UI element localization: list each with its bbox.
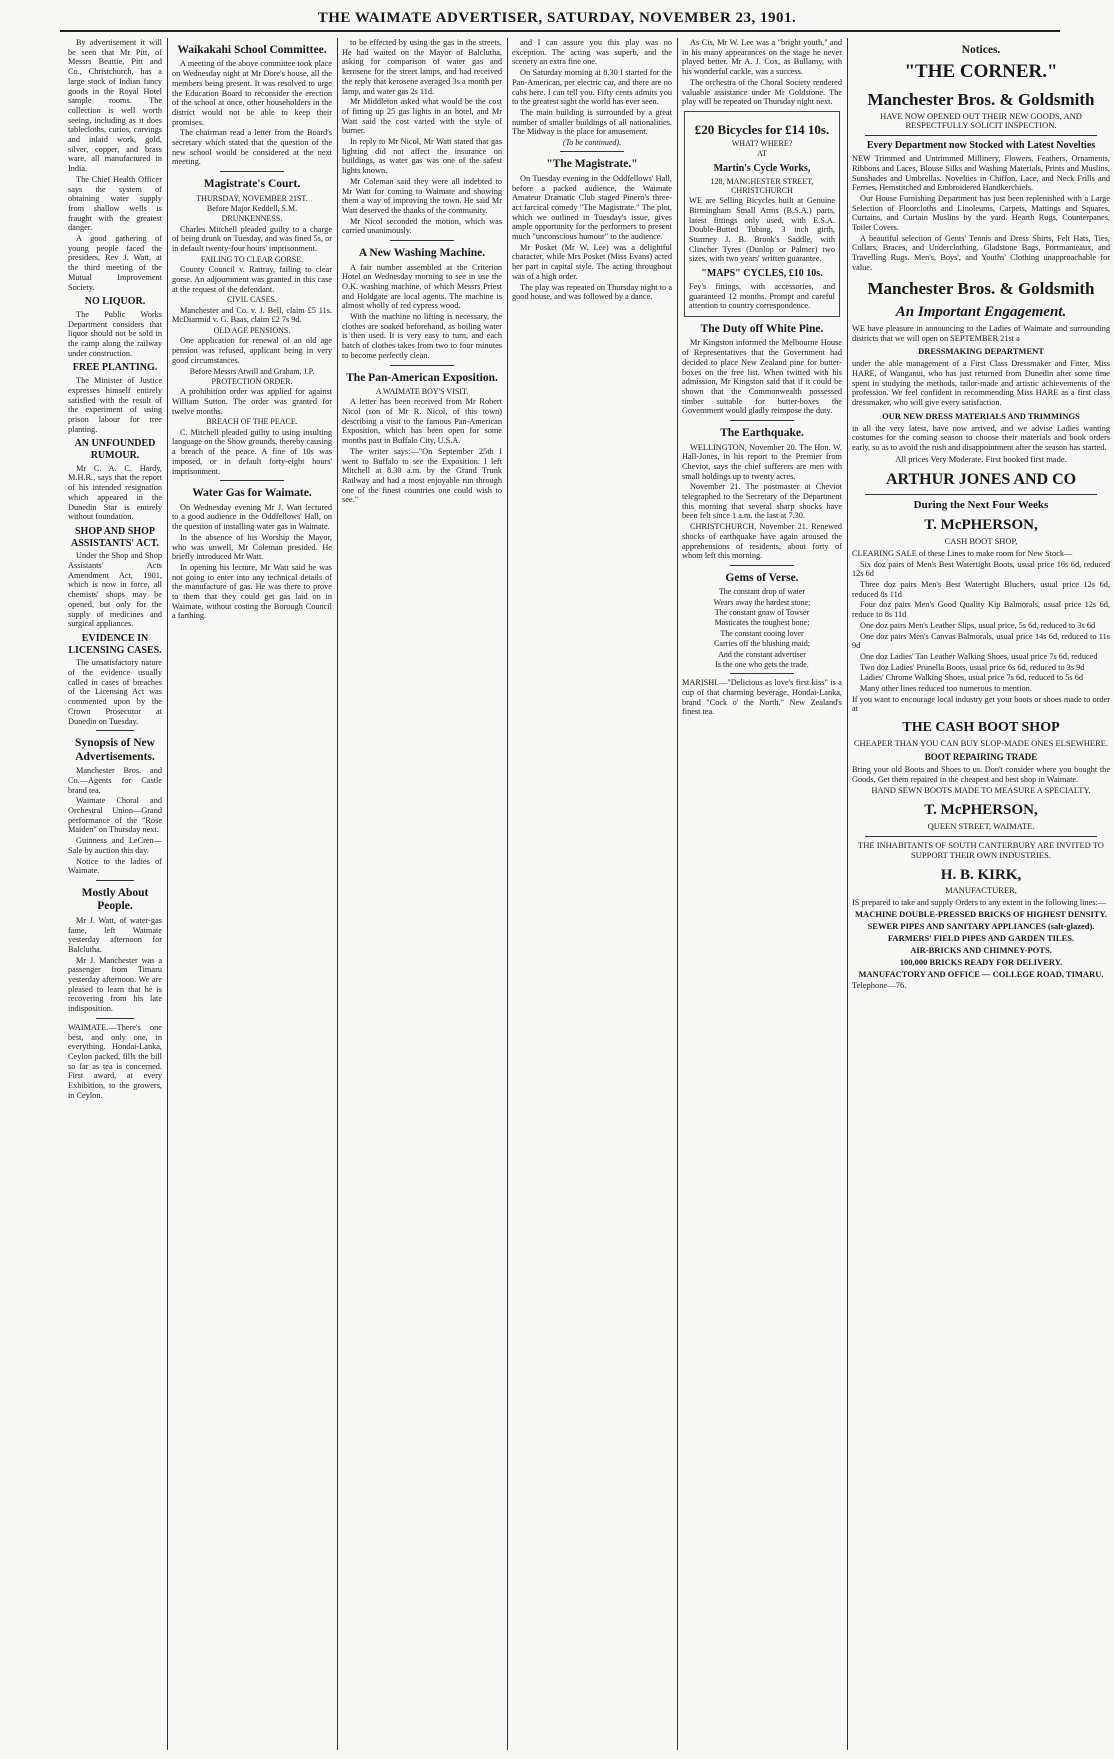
washing-heading: A New Washing Machine. (358, 247, 486, 260)
separator (865, 135, 1097, 136)
kirk-item: AIR-BRICKS AND CHIMNEY-POTS. (910, 944, 1052, 955)
kirk-title: H. B. KIRK, (940, 866, 1022, 883)
dressmaking-heading: DRESSMAKING DEPARTMENT (918, 346, 1044, 357)
news-paragraph: A meeting of the above committee took place on Wednesday night at Mr Dore's house, all the members being present. It was resolved to urge the Education Board to reconsider the erection of the school at once, other householders in the district would not be able to keep their promises. (172, 59, 332, 127)
separator (390, 240, 454, 241)
panam-heading: The Pan-American Exposition. (346, 371, 498, 384)
court-case-text: A prohibition order was applied for against William Sutton. The order was granted for twelve months. (172, 387, 332, 416)
verse-line: And the constant advertiser (718, 649, 806, 659)
column-5 (682, 38, 842, 1750)
separator (730, 673, 794, 674)
news-paragraph: The main building is surrounded by a great number of smaller buildings of all nationalities. The Midway is the place for amusement. (512, 107, 672, 137)
verse-line: Is the one who gets the trade. (715, 659, 809, 669)
column-rule (677, 38, 678, 1750)
verse-line: Wears away the hardest stone; (713, 597, 811, 607)
news-paragraph: The orchestra of the Choral Society rendered valuable assistance under Mr Goldstone. The play will be repeated on Thursday night next. (682, 77, 842, 107)
repairing-text: Bring your old Boots and Shoes to us. Don't consider where you bought the Goods, Get them repaired in the cheapest and best shop in Waimate. (852, 764, 1110, 784)
clearing-item: Ladies' Chrome Walking Shoes, usual price 7s 6d, reduced to 5s 6d (860, 673, 1084, 683)
court-case-heading: PROTECTION ORDER. (211, 376, 293, 386)
news-paragraph: Mr J. Manchester was a passenger from Timaru yesterday afternoon. We are pleased to learn that he is recovering from his late indisposition. (68, 955, 162, 1014)
separator (730, 420, 794, 421)
news-paragraph: With the machine no lifting is necessary, the clothes are soaked beforehand, as boiling water is then used. It is very easy to turn, and each batch of clothes takes from two to four minutes to become perfectly clean. (342, 312, 502, 360)
panam-subheading: A WAIMATE BOY'S VISIT. (375, 387, 469, 396)
engagement-title: An Important Engagement. (895, 304, 1067, 321)
news-paragraph: CHRISTCHURCH, November 21. Renewed shocks of earthquake have again aroused the apprehensions of residents, about forty of whom left this morning. (682, 522, 842, 561)
news-paragraph: Mr Coleman said they were all indebted to Mr Watt for coming to Waimate and showing them a way of improving the town. He said Mr Watt deserved the thanks of the community. (342, 176, 502, 215)
section-heading: AN UNFOUNDED RUMOUR. (74, 438, 156, 462)
repairing-heading: BOOT REPAIRING TRADE (924, 752, 1038, 763)
dress-materials-heading: OUR NEW DRESS MATERIALS AND TRIMMINGS (882, 410, 1080, 421)
court-case-text: Charles Mitchell pleaded guilty to a charge of being drunk on Tuesday, and was fined 5s, or in default twenty-four hours' imprisonment. (172, 224, 332, 254)
verse-line: The constant drop of water (718, 587, 806, 597)
verse-line: Masticates the toughest bone; (714, 618, 810, 628)
separator (96, 730, 134, 731)
news-paragraph: The chairman read a letter from the Board's secretary which stated that the question of the new school would be considered at the next meeting. (172, 128, 332, 167)
news-paragraph: The writer says:—"On September 25th I went to Buffalo to see the Exposition. I left Mitchell at 8.30 a.m. by the Grand Trunk Railway and had a most enjoyable run through one of the finest countries one could wish to see." (342, 446, 502, 505)
manchester-gents: A beautiful selection of Gents' Tennis and Dress Shirts, Felt Hats, Ties, Collars, Braces, and Underclothing. Gladstone Bags, Portmanteaux, and Travelling Rugs. Men's, Boys', and Youths' Clothing unapproachable for value. (852, 233, 1110, 272)
verse-line: The constant cooing lover (720, 628, 804, 638)
news-paragraph: Mr Posket (Mr W. Lee) was a delightful character, while Mrs Posket (Miss Evans) acted her part in capital style. The acting throughout was of a high order. (512, 242, 672, 281)
separator (560, 151, 624, 152)
masthead: THE WAIMATE ADVERTISER, SATURDAY, NOVEMBER 23, 1901. (317, 10, 797, 26)
inhabitants-text: THE INHABITANTS OF SOUTH CANTERBURY ARE INVITED TO SUPPORT THEIR OWN INDUSTRIES. (858, 839, 1104, 860)
kirk-item: MACHINE DOUBLE-PRESSED BRICKS OF HIGHEST DENSITY. (855, 908, 1107, 919)
news-paragraph: to be effected by using the gas in the streets. He had waited on the Mayor of Balclutha, asking for comparison of water gas and kerosene for the street lamps, and had received the reply that kerosene averaged 3s a month per lamp, and water gas 2s 11d. (342, 38, 502, 96)
telephone: Telephone—76. (852, 980, 907, 991)
tea-advertisement: MARISHI.—"Delicious as love's first kiss" is a cup of that charming beverage, Hondai-Lanka, brand "Cock o' the North." New Zealand's finest tea. (682, 678, 842, 717)
separator (865, 836, 1097, 837)
every-department: Every Department now Stocked with Latest Novelties (866, 140, 1096, 152)
tea-advertisement: WAIMATE.—There's one best, and only one, in everything. Hondai-Lanka, Ceylon packed, fills the bill so far as tea is concerned. First award, at every Exhibition, to the growers, in Ceylon. (68, 1022, 162, 1100)
court-before: Before Major Keddell, S.M. (206, 204, 298, 213)
bicycles-what: WHAT? WHERE? (731, 139, 793, 149)
news-paragraph: A good gathering of young people faced the presiders, Rev J. Watt, at the third meeting of the Mutual Improvement Society. (68, 234, 162, 292)
magistrate-play-heading: "The Magistrate." (546, 158, 638, 171)
news-paragraph: Mr Middleton asked what would be the cost of fitting up 25 gas lights in an hotel, and Mr Watt said the cost varied with the style of burner. (342, 97, 502, 136)
continued-note: (To be continued). (562, 138, 622, 148)
court-date: THURSDAY, NOVEMBER 21ST. (196, 193, 308, 203)
news-paragraph: In reply to Mr Nicol, Mr Watt stated that gas lighting did not affect the insurance on buildings, as water gas was one of the safest lights known. (342, 137, 502, 176)
synopsis-heading: Synopsis of New Advertisements. (75, 737, 155, 763)
column-3 (342, 38, 502, 1750)
separator (96, 880, 134, 881)
news-paragraph: The Chief Health Officer says the system of obtaining water supply from shallow wells is fraught with the greatest danger. (68, 174, 162, 233)
cheaper-text: CHEAPER THAN YOU CAN BUY SLOP-MADE ONES ELSEWHERE. (853, 737, 1109, 748)
news-paragraph: The Minister of Justice expresses himself entirely satisfied with the result of the experiment of using prison labour for tree planting. (68, 376, 162, 434)
bicycles-address: 128, MANCHESTER STREET, CHRISTCHURCH (710, 176, 814, 195)
separator (96, 1018, 134, 1019)
school-heading: Waikakahi School Committee. (177, 44, 327, 56)
manchester-title-2: Manchester Bros. & Goldsmith (867, 278, 1095, 298)
separator (220, 171, 284, 172)
clearing-item: Six doz pairs of Men's Best Watertight Boots, usual price 16s 6d, reduced 12s 6d (852, 559, 1110, 579)
engagement-text: WE have pleasure in announcing to the Ladies of Waimate and surrounding districts that we will open on SEPTEMBER 21st a (852, 323, 1110, 343)
manufacturer-label: MANUFACTURER, (945, 885, 1017, 896)
mcpherson-title-2: T. McPHERSON, (924, 802, 1038, 819)
column-6-advertisements (852, 38, 1110, 1750)
kirk-item: 100,000 BRICKS READY FOR DELIVERY. (899, 956, 1063, 967)
news-paragraph: WELLINGTON, November 20. The Hon. W. Hall-Jones, in his report to the Premier from Cheviot, says the chief sufferers are men with small holdings up to twenty acres. (682, 442, 842, 481)
synopsis-item: Notice to the ladies of Waimate. (68, 856, 162, 876)
encourage-text: If you want to encourage local industry get your boots or shoes made to order at (852, 694, 1110, 714)
manchester-title: Manchester Bros. & Goldsmith (867, 89, 1095, 109)
news-paragraph: Mr Kingston informed the Melbourne House of Representatives that the Government had decided to place New Zealand pine for butter-boxes on the free list. When twitted with his admission, Mr Kingston said that if it could be shown that the Commonwealth possessed timber suitable for butter-boxes the Government would gladly reimpose the duty. (682, 338, 842, 416)
queen-street: QUEEN STREET, WAIMATE. (927, 820, 1035, 831)
news-paragraph: By advertisement it will be seen that Mr Pitt, of Messrs Beattie, Pitt and Co., Christchurch, has a large stock of Indian fancy goods in the Royal Hotel sample rooms. The collection is well worth seeing, including as it does tablecloths, curios, carvings and inlaid work, gold, silver, copper, and brass ware, all manufactured in India. (68, 38, 162, 174)
column-4 (512, 38, 672, 1750)
synopsis-item: Waimate Choral and Orchestral Union—Grand performance of the "Rose Maiden" on Thursday next. (68, 796, 162, 835)
news-paragraph: The Public Works Department considers that liquor should not be sold in the camp along the railway under construction. (68, 309, 162, 358)
hand-sewn: HAND SEWN BOOTS MADE TO MEASURE A SPECIALTY. (871, 785, 1091, 796)
kirk-item: SEWER PIPES AND SANITARY APPLIANCES (salt-glazed). (867, 920, 1095, 931)
court-case-heading: CIVIL CASES. (227, 295, 277, 305)
gems-heading: Gems of Verse. (725, 571, 799, 584)
factory-address: MANUFACTORY AND OFFICE — COLLEGE ROAD, TIMARU. (858, 968, 1104, 979)
notices-label: Notices. (961, 44, 1001, 56)
clearing-sale: CLEARING SALE of these Lines to make room for New Stock— (852, 548, 1073, 558)
manchester-subtitle: HAVE NOW OPENED OUT THEIR NEW GOODS, AND RESPECTFULLY SOLICIT INSPECTION. (880, 110, 1082, 131)
court-case-heading: BREACH OF THE PEACE. (206, 417, 298, 427)
court-case-heading: DRUNKENNESS. (221, 214, 283, 224)
column-rule (847, 38, 848, 1750)
column-2 (172, 38, 332, 1750)
clearing-item: Many other lines reduced too numerous to mention. (860, 684, 1032, 694)
bicycles-at: AT (757, 149, 767, 159)
manchester-furnishing: Our House Furnishing Department has just been replenished with a Large Selection of Floorcloths and Linoleums, Carpets, Mattings and Squares, Curtains, and Curtain Muslins by the yard. Hearth Rugs, Counterpanes, Toilet Covers. (852, 193, 1110, 233)
news-paragraph: Under the Shop and Shop Assistants' Acts Amendment Act, 1901, which is now in force, all chemists' shops may be opened, but only for the supply of medicines and surgical appliances. (68, 551, 162, 629)
bicycles-advertisement (684, 111, 840, 317)
clearing-item: Four doz pairs Men's Good Quality Kip Balmorals, usual price 12s 6d, reduce to 8s 11d (852, 600, 1110, 620)
mostly-heading: Mostly About People. (81, 886, 149, 913)
manchester-body: NEW Trimmed and Untrimmed Millinery, Flowers, Feathers, Ornaments, Ribbons and Laces, Blouse Silks and Washing Materials, Prints and Muslins, Sunshades and Umbrellas. Novelties in Chiffon, Lace, and Neck Frills and Ferries, Hemstitched and Embroidered Handkerchiefs. (852, 154, 1110, 193)
prices-note: All prices Very Moderate. First booked first made. (895, 453, 1067, 464)
dressmaking-text: under the able management of a First Class Dressmaker and Fitter, Miss HARE, of Wanganui, who has just returned from Dunedin after some time spent in studying the methods, tailor-made and artistic achievements of the profession. We feel confident in recommending Miss HARE as a first class dressmaker, who will give every satisfaction. (852, 359, 1110, 408)
bicycles-shop-name: Martin's Cycle Works, (713, 162, 811, 174)
maps-body: Fey's fittings, with accessories, and guaranteed 12 months. Prompt and careful attention to country correspondence. (689, 281, 835, 311)
arthur-jones-title: ARTHUR JONES AND CO (885, 470, 1077, 488)
kirk-text: IS prepared to take and supply Orders to any extent in the following lines:— (852, 898, 1107, 908)
bicycles-title: £20 Bicycles for £14 10s. (694, 121, 830, 137)
news-paragraph: As Cis, Mr W. Lee was a "bright youth," and in his many appearances on the stage he never played better. Mr A. J. Cox, as Bullamy, with his wonderful cackle, was a success. (682, 38, 842, 77)
news-paragraph: In the absence of his Worship the Mayor, who was unwell, Mr Coleman presided. He briefly introduced Mr Watt. (172, 532, 332, 562)
news-paragraph: and I can assure you this play was no exception. The acting was superb, and the scenery an extra fine one. (512, 38, 672, 67)
court-case-text: One application for renewal of an old age pension was refused, applicant being in very good circumstances. (172, 336, 332, 365)
section-heading: NO LIQUOR. (84, 296, 146, 308)
section-heading: FREE PLANTING. (72, 362, 158, 374)
clearing-item: One doz Ladies' Tan Leather Walking Shoes, usual price 7s 6d, reduced (860, 651, 1098, 661)
news-paragraph: November 21. The postmaster at Cheviot telegraphed to the Secretary of the Department this morning that several sharp shocks have been felt since 1 a.m. the last at 7.30. (682, 482, 842, 521)
news-paragraph: In opening his lecture, Mr Watt said he was not going to enter into any technical details of the manufacture of gas. He was there to prove to them that they could get gas laid on in Waimate, without costing the Borough Council a farthing. (172, 562, 332, 621)
cash-boot-subtitle: CASH BOOT SHOP, (944, 535, 1018, 546)
news-paragraph: A letter has been received from Mr Robert Nicol (son of Mr R. Nicol, of this town) describing a visit to the famous Pan-American Exposition, which has been open for some months past in Buffalo City, U.S.A. (342, 397, 502, 446)
clearing-item: Three doz pairs Men's Best Watertight Bluchers, usual price 12s 6d, reduced 8s 11d (852, 579, 1110, 599)
news-paragraph: The unsatisfactory nature of the evidence usually called in cases of breaches of the Licensing Act was commented upon by the Crown Prosecutor at Dunedin on Tuesday. (68, 658, 162, 726)
court-case-heading: FAILING TO CLEAR GORSE. (200, 254, 304, 264)
news-paragraph: Mr Nicol seconded the motion, which was carried unanimously. (342, 216, 502, 236)
news-paragraph: Mr C. A. C. Hardy, M.H.R., says that the report of his intended resignation which appeared in the Dunedin Star is entirely without foundation. (68, 463, 162, 522)
corner-title: "THE CORNER." (904, 61, 1058, 83)
section-heading: SHOP AND SHOP ASSISTANTS' ACT. (71, 525, 159, 549)
during-weeks: During the Next Four Weeks (913, 498, 1049, 511)
court-case-text: C. Mitchell pleaded guilty to using insulting language on the Show grounds, thereby causing a breach of the peace. A fine of 10s was imposed, or in default forty-eight hours' imprisonment. (172, 427, 332, 476)
separator (865, 494, 1097, 495)
verse-line: The constant gnaw of Towser (714, 608, 810, 618)
bicycles-body: WE are Selling Bicycles built at Genuine Birmingham Small Arms (B.S.A.) parts, latest fittings only used, with E.S.A. Double-Butted Tubing, 3 inch girth, Sturmey J. B. Brook's Saddle, with Clincher Tyres (Dunlop or Palmer) two sizes, with two years' written guarantee. (689, 196, 835, 264)
verse-line: Carries off the blushing maid; (714, 639, 810, 649)
earthquake-heading: The Earthquake. (720, 427, 804, 440)
column-rule (167, 38, 168, 1750)
gas-heading: Water Gas for Waimate. (192, 487, 312, 500)
cash-boot-shop-title: THE CASH BOOT SHOP (902, 720, 1060, 736)
column-rule (337, 38, 338, 1750)
news-paragraph: On Tuesday evening in the Oddfellows' Hall, before a packed audience, the Waimate Amateur Dramatic Club staged Pinero's three-act farcical comedy "The Magistrate." The plot, which we outlined in Tuesday's issue, gives ample opportunity for the performers to present much "unconscious humour" to the audience. (512, 173, 672, 242)
separator (390, 365, 454, 366)
section-heading: EVIDENCE IN LICENSING CASES. (68, 632, 162, 656)
news-paragraph: On Wednesday evening Mr J. Watt lectured to a good audience in the Oddfellows' Hall, on the question of installing water gas in Waimate. (172, 502, 332, 532)
separator (730, 565, 794, 566)
court-heading: Magistrate's Court. (203, 178, 301, 191)
news-paragraph: Mr J. Watt, of water-gas fame, left Waimate yesterday afternoon for Balclutha. (68, 915, 162, 954)
court-case-heading: OLD AGE PENSIONS. (213, 326, 291, 336)
separator (220, 480, 284, 481)
mcpherson-title: T. McPHERSON, (924, 517, 1038, 534)
maps-cycles: "MAPS" CYCLES, £10 10s. (701, 268, 823, 280)
kirk-item: FARMERS' FIELD PIPES AND GARDEN TILES. (887, 932, 1075, 943)
court-case-text: County Council v. Rattray, failing to clear gorse. An adjournment was granted in this case at the request of the defendant. (172, 265, 332, 294)
masthead-rule (60, 30, 1060, 32)
synopsis-item: Manchester Bros. and Co.—Agents for Castle brand tea. (68, 766, 162, 795)
court-case-text: Manchester and Co. v. J. Bell, claim £5 11s. McDiarmid v. G. Baas, claim £2 7s 9d. (172, 305, 332, 325)
clearing-item: Two doz Ladies' Prunella Boots, usual price 6s 6d, reduced to 3s 9d (860, 662, 1085, 672)
dress-materials-text: in all the very latest, have now arrived, and we advise Ladies wanting costumes for the coming season to choose their materials and book orders early, so as to avoid the rush and disappointment after the season has started. (852, 423, 1110, 453)
news-paragraph: The play was repeated on Thursday night to a good house, and was followed by a dance. (512, 282, 672, 302)
clearing-item: One doz pairs Men's Canvas Balmorals, usual price 14s 6d, reduced to 11s 9d (852, 631, 1110, 651)
duty-heading: The Duty off White Pine. (700, 322, 824, 335)
news-paragraph: On Saturday morning at 8.30 I started for the Pan-American, per electric car, and there are no cabs here. I can tell you. Fifty cents admits you to the greatest sight the world has ever seen. (512, 68, 672, 107)
clearing-item: One doz pairs Men's Leather Slips, usual price, 5s 6d, reduced to 3s 6d (860, 620, 1096, 630)
news-paragraph: A fair number assembled at the Criterion Hotel on Wednesday morning to see in use the O.K. washing machine, of which Messrs Priest and Holdgate are local agents. The machine is almost wholly of red cypress wood. (342, 262, 502, 311)
synopsis-item: Guinness and LeCren—Sale by auction this day. (68, 836, 162, 855)
column-rule (507, 38, 508, 1750)
column-1 (68, 38, 162, 1750)
court-before: Before Messrs Atwill and Graham, J.P. (189, 366, 315, 376)
